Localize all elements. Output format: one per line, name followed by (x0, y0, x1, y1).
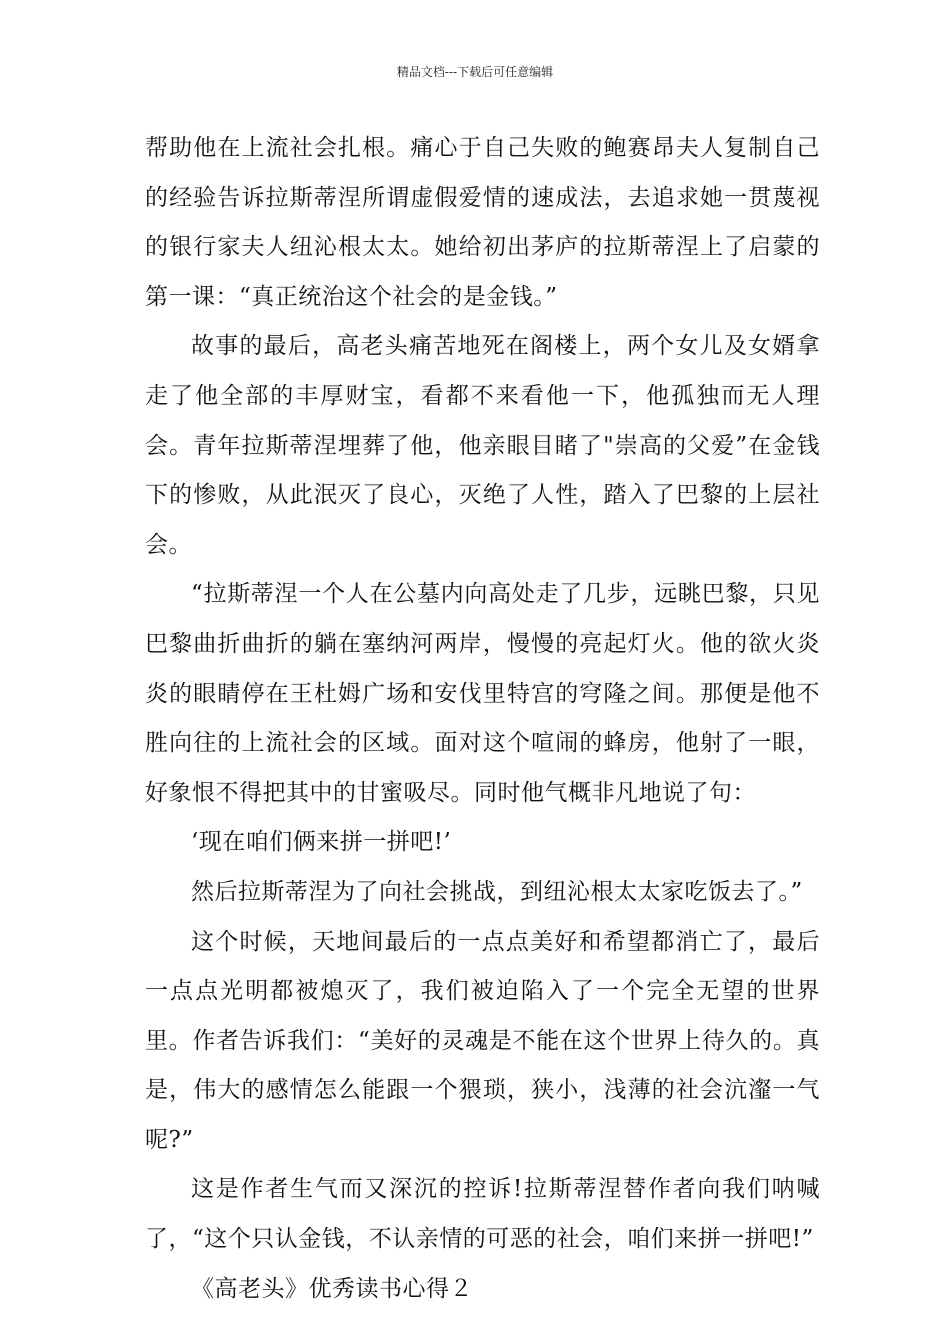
paragraph-2: 故事的最后，高老头痛苦地死在阁楼上，两个女儿及女婿拿走了他全部的丰厚财宝，看都不来看他一下，他孤独而无人理会。青年拉斯蒂涅埋葬了他，他亲眼目睹了"崇高的父爱”在金钱下的惨败，从此泯灭了良心，灭绝了人性，踏入了巴黎的上层社会。 (145, 333, 820, 558)
paragraph-3: “拉斯蒂涅一个人在公墓内向高处走了几步，远眺巴黎，只见巴黎曲折曲折的躺在塞纳河两岸，慢慢的亮起灯火。他的欲火炎炎的眼睛停在王杜姆广场和安伐里特宫的穹隆之间。那便是他不胜向往的上流社会的区域。面对这个喧闹的蜂房，他射了一眼，好象恨不得把其中的甘蜜吸尽。同时他气概非凡地说了句： (145, 581, 820, 806)
paragraph-1: 帮助他在上流社会扎根。痛心于自己失败的鲍赛昂夫人复制自己的经验告诉拉斯蒂涅所谓虚假爱情的速成法，去追求她一贯蔑视的银行家夫人纽沁根太太。她给初出茅庐的拉斯蒂涅上了启蒙的第一课：“真正统治这个社会的是金钱。” (145, 135, 820, 310)
paragraph-4: ‘现在咱们俩来拼一拼吧!’ (191, 829, 452, 856)
paragraph-6: 这个时候，天地间最后的一点点美好和希望都消亡了，最后一点点光明都被熄灭了，我们被迫陷入了一个完全无望的世界里。作者告诉我们：“美好的灵魂是不能在这个世界上待久的。真是，伟大的感情怎么能跟一个猥琐，狭小，浅薄的社会沆瀣一气呢?” (145, 928, 820, 1153)
document-body (145, 124, 820, 1314)
paragraph-5: 然后拉斯蒂涅为了向社会挑战，到纽沁根太太家吃饭去了。” (191, 878, 803, 905)
page-header: 精品文档---下载后可任意编辑 (396, 65, 554, 79)
section-heading: 《高老头》优秀读书心得２ (191, 1275, 473, 1302)
paragraph-7: 这是作者生气而又深沉的控诉!拉斯蒂涅替作者向我们呐喊了，“这个只认金钱，不认亲情的可恶的社会，咱们来拼一拼吧!” (145, 1176, 820, 1253)
